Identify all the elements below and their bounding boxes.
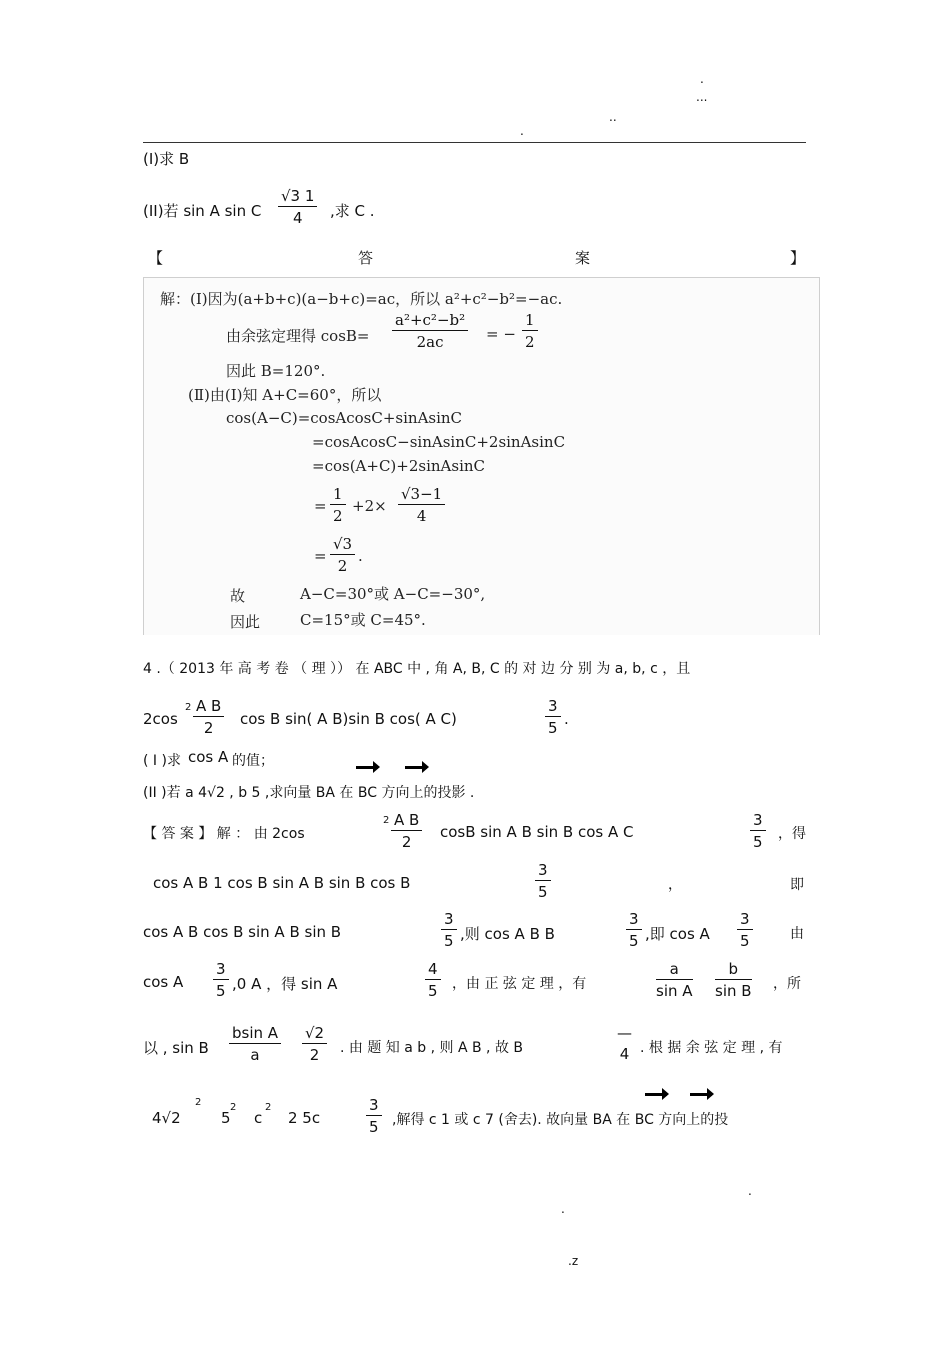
q4-ans-fraction (750, 810, 766, 853)
q4-part1-a: ( I )求 (143, 753, 181, 769)
fraction-denominator: 4 (416, 507, 427, 525)
prev-part2-prefix: (II)若 sin A sin C (143, 202, 262, 220)
fraction-denominator: 5 (216, 982, 226, 1000)
fraction-denominator: 2 (309, 1046, 320, 1064)
fraction-numerator: 1 (330, 484, 346, 505)
q4-r4-d: ，所 (773, 976, 801, 992)
fraction-denominator: 2 (333, 507, 343, 525)
footer-dot: . (561, 1202, 565, 1216)
q4-r6-d: 2 5c (288, 1109, 321, 1127)
sol-line-11b: C=15°或 C=45°. (300, 611, 426, 629)
fraction-numerator: 3 (737, 909, 753, 930)
answer-bracket-close: 】 (790, 249, 806, 267)
q4-r6-c: c (254, 1109, 263, 1127)
q4-r5-fraction (302, 1023, 327, 1066)
fraction-numerator: 3 (366, 1095, 382, 1116)
q4-r5-c: . 根 据 余 弦 定 理 , 有 (640, 1040, 783, 1056)
fraction-numerator: a (656, 959, 693, 980)
fraction-denominator: 5 (548, 719, 558, 737)
sol-line-8b: +2× (352, 497, 387, 515)
sol-line-10b: A−C=30°或 A−C=−30°, (300, 585, 486, 603)
fraction-denominator: 2 (525, 333, 535, 351)
q4-eq-c: . (564, 710, 569, 728)
q4-statement: 4 .（ 2013 年 高 考 卷 （ 理 ）） 在 ABC 中 , 角 A, B, C 的 对 边 分 别 为 a, b, c ，且 (143, 661, 691, 677)
fraction-denominator: 5 (428, 982, 438, 1000)
q4-part1-b: cos A (188, 748, 229, 766)
header-dot: . (520, 124, 524, 138)
fraction-denominator: 4 (619, 1045, 630, 1063)
q4-r2-a: cos A B 1 cos B sin A B sin B cos B (153, 874, 411, 892)
sol-line-8a: = (314, 497, 327, 515)
fraction-numerator: √3−1 (398, 484, 445, 505)
fraction-numerator: √2 (302, 1023, 327, 1044)
fraction-numerator: b (715, 959, 752, 980)
fraction-numerator: 3 (626, 909, 642, 930)
q4-ans-b: cosB sin A B sin B cos A C (440, 823, 634, 841)
q4-r6-fraction (366, 1095, 382, 1138)
q4-ans-sup: 2 (383, 815, 390, 826)
fraction-denominator: 2 (203, 719, 214, 737)
q4-r5-b: . 由 题 知 a b , 则 A B , 故 B (340, 1040, 524, 1056)
q4-r3-fraction (626, 909, 642, 952)
vector-arrow-icon (356, 766, 378, 769)
fraction-denominator: 2ac (416, 333, 444, 351)
fraction-numerator: A B (391, 810, 422, 831)
sol-line-1: 解：(Ⅰ)因为(a+b+c)(a−b+c)=ac，所以 a²+c²−b²=−ac. (160, 290, 563, 308)
q4-r3-fraction (441, 909, 457, 952)
fraction-numerator: a²+c²−b² (392, 310, 468, 331)
q4-r6-sup: 2 (265, 1102, 272, 1113)
q4-part2: (II )若 a 4√2 , b 5 ,求向量 BA 在 BC 方向上的投影 . (143, 785, 475, 801)
q4-r6-sup: 2 (230, 1102, 237, 1113)
sol-fraction (392, 310, 468, 353)
q4-r3-b: ,则 cos A B B (460, 925, 555, 943)
sol-fraction (522, 310, 538, 353)
fraction-denominator: 5 (629, 932, 639, 950)
q4-r5-fraction (229, 1023, 281, 1066)
fraction-numerator: 3 (213, 959, 229, 980)
fraction-denominator: 2 (401, 833, 412, 851)
q4-r2-d: 即 (790, 877, 804, 893)
fraction-numerator: — (617, 1024, 632, 1042)
q4-r6-e: ,解得 c 1 或 c 7 (舍去). 故向量 BA 在 BC 方向上的投 (392, 1112, 729, 1128)
q4-ans-a: 【 答 案 】 解 ： 由 2cos (143, 826, 305, 842)
sol-line-4: (Ⅱ)由(Ⅰ)知 A+C=60°，所以 (188, 386, 382, 404)
sol-line-9b: . (358, 547, 363, 565)
q4-r3-a: cos A B cos B sin A B sin B (143, 923, 342, 941)
q4-eq-fraction (545, 696, 561, 739)
answer-char-1: 答 (358, 249, 374, 267)
q4-r4-a: cos A (143, 973, 184, 991)
fraction-numerator: 1 (522, 310, 538, 331)
sol-line-6: =cosAcosC−sinAsinC+2sinAsinC (312, 433, 566, 451)
fraction-denominator: a (250, 1046, 260, 1064)
prev-fraction (278, 186, 317, 229)
q4-r4-fraction (656, 959, 693, 1002)
fraction-denominator: 5 (538, 883, 548, 901)
q4-eq-b: cos B sin( A B)sin B cos( A C) (240, 710, 457, 728)
q4-r2-c: ， (668, 877, 682, 893)
q4-r6-sup: 2 (195, 1097, 202, 1108)
answer-bracket-open: 【 (148, 249, 164, 267)
sol-line-11a: 因此 (230, 613, 261, 631)
prev-part2-suffix: ,求 C . (330, 202, 375, 220)
fraction-numerator: 3 (545, 696, 561, 717)
sol-line-10a: 故 (230, 587, 246, 605)
vector-arrow-icon (690, 1093, 712, 1096)
q4-r3-d: 由 (790, 926, 804, 942)
vector-arrow-icon (405, 766, 427, 769)
vector-arrow-icon (645, 1093, 667, 1096)
fraction-numerator: 3 (441, 909, 457, 930)
q4-r4-fraction (715, 959, 752, 1002)
answer-char-2: 案 (575, 249, 591, 267)
fraction-denominator: sin B (715, 982, 752, 1000)
sol-fraction (330, 534, 355, 577)
header-dot: .. (609, 110, 617, 124)
header-dot: . (700, 72, 704, 86)
q4-eq-fraction (193, 696, 224, 739)
header-dot: ... (696, 90, 708, 104)
q4-r6-b: 5 (221, 1109, 231, 1127)
footer-mark: .z (568, 1254, 579, 1268)
q4-r6-a: 4√2 (152, 1109, 181, 1127)
sol-line-9a: = (314, 547, 327, 565)
q4-eq-sup: 2 (185, 702, 192, 713)
q4-part1-c: 的值； (232, 753, 274, 769)
fraction-denominator: 5 (753, 833, 763, 851)
q4-r3-c: ,即 cos A (645, 925, 710, 943)
fraction-denominator: 5 (369, 1118, 379, 1136)
sol-line-7: =cos(A+C)+2sinAsinC (312, 457, 486, 475)
fraction-denominator: 5 (444, 932, 454, 950)
q4-r4-c: ，由 正 弦 定 理 ，有 (452, 976, 587, 992)
fraction-numerator: √3 1 (278, 186, 317, 207)
fraction-numerator: bsin A (229, 1023, 281, 1044)
q4-r4-b: ,0 A ，得 sin A (232, 975, 338, 993)
q4-r3-fraction (737, 909, 753, 952)
fraction-denominator: sin A (656, 982, 693, 1000)
sol-fraction (330, 484, 346, 527)
q4-eq-a: 2cos (143, 710, 178, 728)
sol-line-2b: = − (486, 325, 516, 343)
prev-part1: (I)求 B (143, 150, 190, 168)
fraction-numerator: 4 (425, 959, 441, 980)
sol-line-5: cos(A−C)=cosAcosC+sinAsinC (226, 409, 463, 427)
fraction-numerator: A B (193, 696, 224, 717)
header-rule (143, 142, 806, 143)
footer-dot: . (748, 1184, 752, 1198)
fraction-numerator: 3 (750, 810, 766, 831)
q4-ans-fraction (391, 810, 422, 853)
fraction-denominator: 5 (740, 932, 750, 950)
fraction-numerator: √3 (330, 534, 355, 555)
q4-ans-c: ，得 (778, 826, 806, 842)
sol-fraction (398, 484, 445, 527)
sol-line-2a: 由余弦定理得 cosB= (226, 327, 370, 345)
q4-r4-fraction (425, 959, 441, 1002)
q4-r5-fraction (614, 1023, 635, 1065)
q4-r5-a: 以 , sin B (143, 1039, 209, 1057)
fraction-denominator: 2 (337, 557, 348, 575)
fraction-numerator: 3 (535, 860, 551, 881)
q4-r4-fraction (213, 959, 229, 1002)
fraction-denominator: 4 (292, 209, 303, 227)
sol-line-3: 因此 B=120°. (226, 362, 326, 380)
q4-r2-fraction (535, 860, 551, 903)
